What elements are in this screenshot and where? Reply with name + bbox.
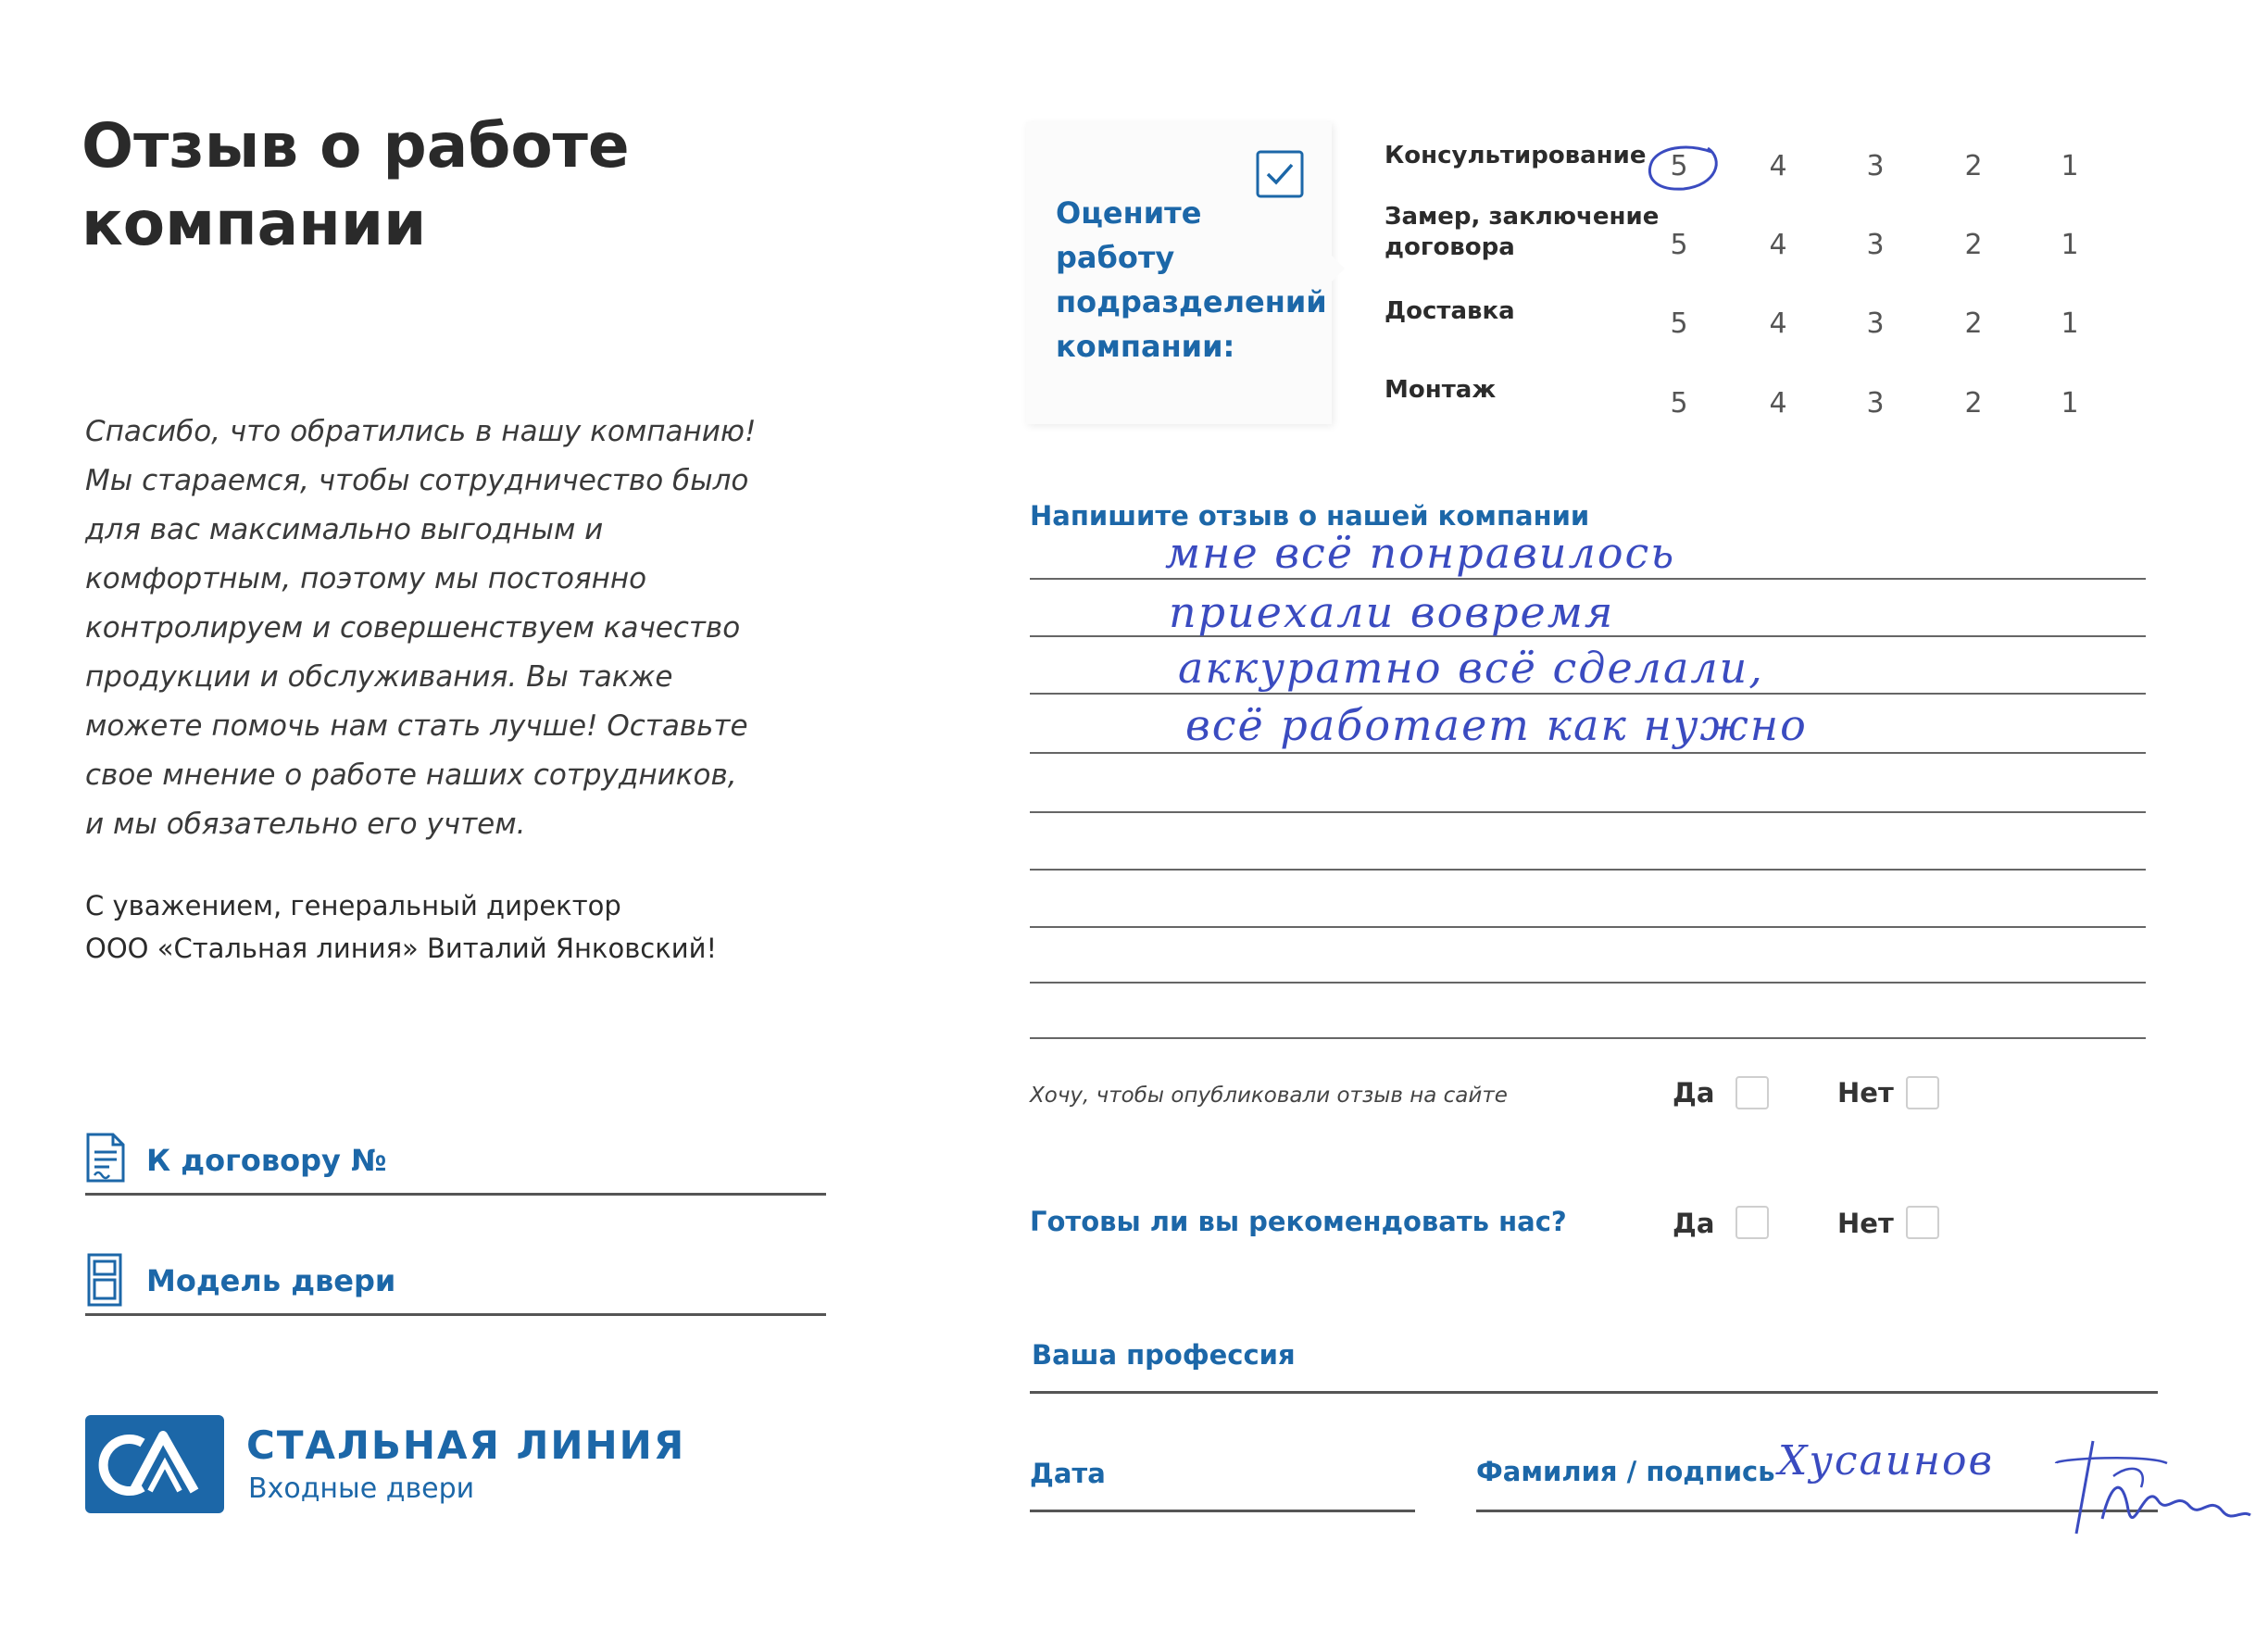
date-input-line[interactable] [1030,1510,1415,1512]
recommend-question: Готовы ли вы рекомендовать нас? [1030,1206,1567,1237]
signature-label: Фамилия / подпись [1476,1456,1775,1487]
category-label: Замер, заключение [1385,203,1660,231]
publish-question: Хочу, чтобы опубликовали отзыв на сайте [1030,1084,1508,1108]
door-model-underline [85,1313,826,1316]
review-handwritten-line[interactable]: мне всё понравилось [1165,528,1676,578]
intro-line: для вас максимально выгодным и [85,513,604,546]
score-option[interactable]: 1 [2061,387,2079,420]
score-option[interactable]: 3 [1866,150,1885,182]
intro-line: комфортным, поэтому мы постоянно [85,562,647,595]
score-option[interactable]: 5 [1670,150,1688,182]
category-label: Монтаж [1385,376,1497,404]
document-icon [85,1132,126,1187]
recommend-yes-label: Да [1673,1208,1715,1239]
score-option[interactable]: 5 [1670,307,1688,340]
category-label: Консультирование [1385,142,1647,169]
category-label: договора [1385,233,1515,261]
category-installation [1385,375,1496,406]
intro-line: можете помочь нам стать лучше! Оставьте [85,709,748,743]
rating-prompt-line: Оцените [1056,195,1202,231]
score-option[interactable]: 1 [2061,229,2079,261]
contract-label: К договору № [146,1143,387,1178]
intro-line: продукции и обслуживания. Вы также [85,660,673,694]
score-option[interactable]: 2 [1964,307,1983,340]
review-line [1030,811,2146,813]
score-option[interactable]: 3 [1866,387,1885,420]
regards-line-2: ООО «Стальная линия» Виталий Янковский! [85,933,718,964]
contract-field[interactable] [85,1132,826,1197]
intro-line: и мы обязательно его учтем. [85,808,526,841]
score-option[interactable]: 1 [2061,150,2079,182]
publish-no-label: Нет [1837,1077,1894,1109]
intro-line: свое мнение о работе наших сотрудников, [85,758,737,792]
rating-prompt-line: работу [1056,240,1175,275]
regards-line-1: С уважением, генеральный директор [85,890,621,921]
recommend-no-checkbox[interactable] [1906,1206,1939,1239]
publish-no-checkbox[interactable] [1906,1076,1939,1109]
review-line [1030,693,2146,695]
profession-input-line[interactable] [1030,1391,2158,1394]
score-option[interactable]: 5 [1670,229,1688,261]
signature-scribble [1778,1426,2260,1556]
rating-prompt [1056,191,1334,369]
rating-prompt-line: компании: [1056,329,1235,364]
recommend-yes-checkbox[interactable] [1735,1206,1769,1239]
publish-yes-label: Да [1673,1077,1715,1109]
score-option[interactable]: 5 [1670,387,1688,420]
contract-underline [85,1193,826,1196]
page-title-line-2: компании [81,188,427,259]
score-option[interactable]: 2 [1964,387,1983,420]
score-option[interactable]: 4 [1769,387,1787,420]
door-model-label: Модель двери [146,1263,396,1298]
score-option[interactable]: 4 [1769,307,1787,340]
intro-text [85,407,826,849]
review-handwritten-line[interactable]: приехали вовремя [1169,587,1615,637]
category-consulting [1385,141,1647,171]
brand-name: СТАЛЬНАЯ ЛИНИЯ [246,1422,686,1468]
category-label: Доставка [1385,297,1515,325]
review-handwritten-line[interactable]: всё работает как нужно [1185,700,1808,750]
score-option[interactable]: 2 [1964,229,1983,261]
door-icon [85,1252,126,1311]
company-logo [85,1415,224,1513]
recommend-no-label: Нет [1837,1208,1894,1239]
score-option[interactable]: 3 [1866,307,1885,340]
page-title [81,107,915,263]
review-handwritten-line[interactable]: аккуратно всё сделали, [1178,643,1764,693]
page-title-line-1: Отзыв о работе [81,110,630,182]
profession-label: Ваша профессия [1032,1339,1296,1371]
intro-line: контролируем и совершенствуем качество [85,611,741,645]
rating-prompt-line: подразделений [1056,284,1327,320]
door-model-field[interactable] [85,1252,826,1317]
review-title: Напишите отзыв о нашей компании [1030,500,1590,532]
review-line [1030,869,2146,871]
score-option[interactable]: 1 [2061,307,2079,340]
review-line [1030,752,2146,754]
review-line [1030,578,2146,580]
date-label: Дата [1030,1458,1106,1489]
regards-text [85,884,845,970]
category-measurement [1385,202,1659,263]
score-option[interactable]: 3 [1866,229,1885,261]
signature-name: Хусаинов [1778,1437,1995,1485]
review-line [1030,1037,2146,1039]
publish-yes-checkbox[interactable] [1735,1076,1769,1109]
score-option[interactable]: 4 [1769,150,1787,182]
score-option[interactable]: 4 [1769,229,1787,261]
score-option[interactable]: 2 [1964,150,1983,182]
selected-score-circle [1643,139,1723,194]
intro-line: Мы стараемся, чтобы сотрудничество было [85,464,749,497]
review-line [1030,926,2146,928]
brand-subtitle: Входные двери [248,1472,475,1505]
review-line [1030,982,2146,984]
category-delivery [1385,296,1515,327]
intro-line: Спасибо, что обратились в нашу компанию! [85,415,757,448]
